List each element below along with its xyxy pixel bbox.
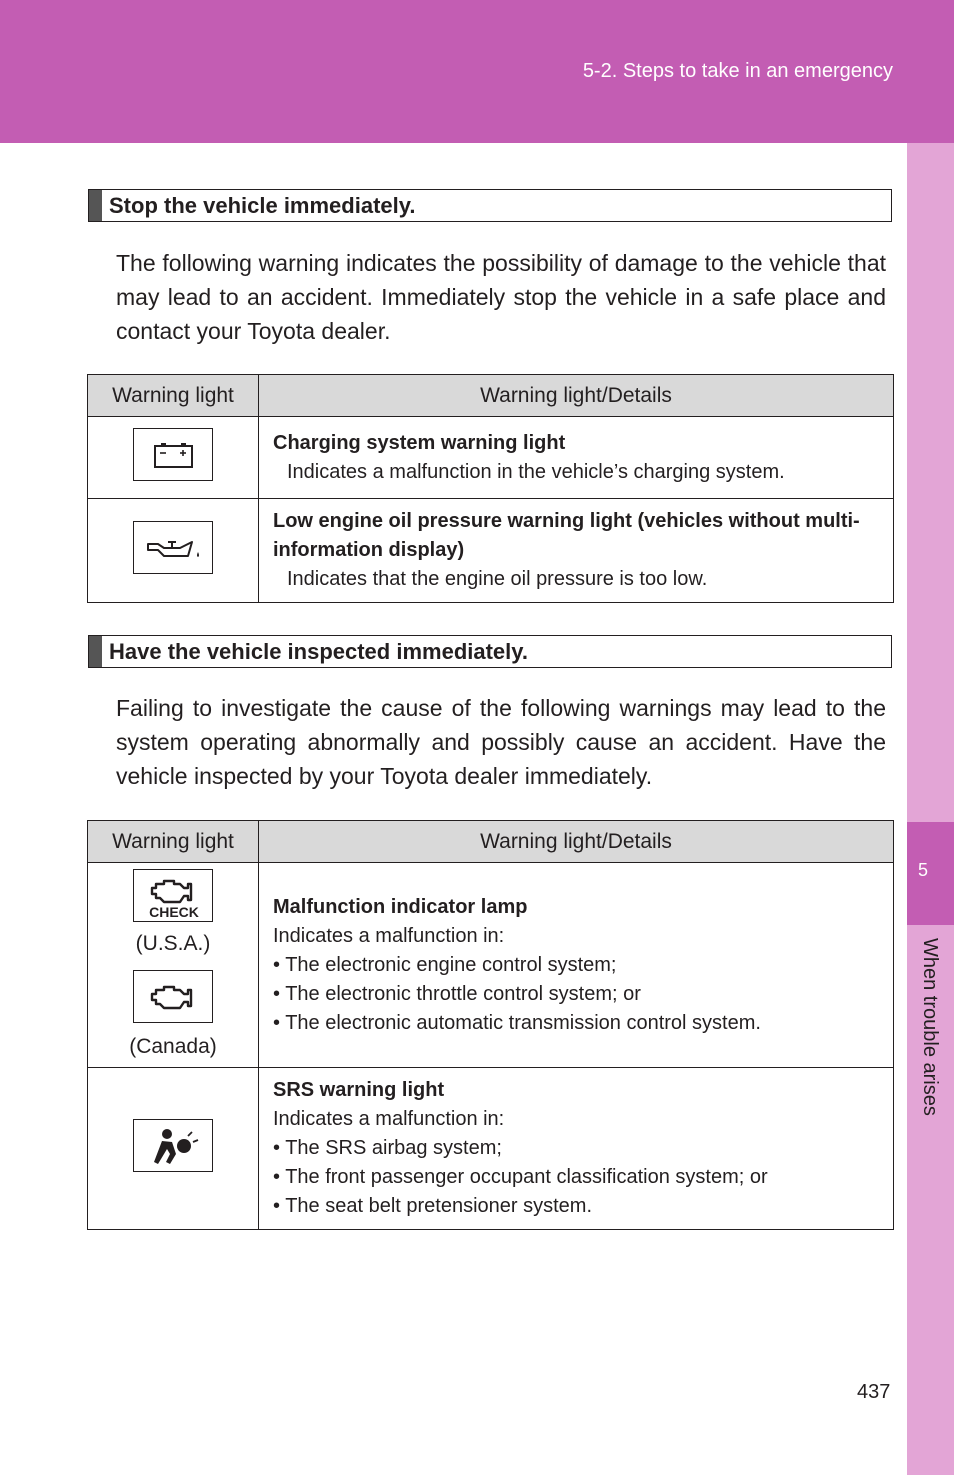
engine-icon (133, 970, 213, 1023)
warning-title: Malfunction indicator lamp (273, 895, 528, 918)
region-label: (Canada) (129, 1035, 217, 1058)
chapter-title: When trouble arises (919, 938, 941, 1116)
chapter-marker (907, 822, 954, 925)
check-label: CHECK (149, 904, 199, 920)
section-heading (88, 635, 892, 668)
region-label: (U.S.A.) (135, 932, 211, 955)
column-header: Warning light/Details (259, 375, 894, 417)
warning-bullet: • The electronic throttle control system; or (273, 982, 641, 1005)
warning-title: Charging system warning light (273, 431, 566, 454)
warning-table (87, 820, 894, 1230)
section-heading-text: Have the vehicle inspected immediately. (109, 639, 528, 664)
section-intro: The following warning indicates the possibility of damage to the vehicle that may lead to an accident. Immediately stop the vehicle in a safe place and contact your Toyota dealer. (116, 250, 886, 344)
warning-bullet: • The SRS airbag system; (273, 1137, 502, 1159)
battery-icon (133, 428, 213, 481)
column-header: Warning light (88, 821, 259, 863)
table-row (88, 417, 894, 499)
warning-description: Indicates that the engine oil pressure is too low. (287, 568, 708, 590)
warning-bullet: • The electronic automatic transmission control system. (273, 1011, 761, 1034)
warning-bullet: • The front passenger occupant classification system; or (273, 1166, 768, 1188)
section-heading (88, 189, 892, 222)
warning-table (87, 374, 894, 603)
section-heading-text: Stop the vehicle immediately. (109, 193, 416, 218)
srs-airbag-icon (133, 1119, 213, 1172)
oil-can-icon (133, 521, 213, 574)
column-header: Warning light (88, 375, 259, 417)
heading-bar (89, 190, 102, 221)
warning-description: Indicates a malfunction in the vehicle’s charging system. (287, 460, 785, 483)
section-breadcrumb: 5-2. Steps to take in an emergency (582, 60, 893, 82)
table-row (88, 499, 894, 603)
check-engine-icon (133, 869, 213, 922)
warning-title: Low engine oil pressure warning light (vehicles without multi-information display) (273, 510, 860, 561)
column-header: Warning light/Details (259, 821, 894, 863)
section-intro: Failing to investigate the cause of the following warnings may lead to the system operating abnormally and possibly cause an accident. Have the vehicle inspected by your Toyota dealer immediately. (116, 695, 886, 789)
side-tab (907, 143, 954, 1475)
table-row (88, 863, 894, 1068)
heading-bar (89, 636, 102, 667)
page-number: 437 (857, 1381, 891, 1403)
warning-bullet: • The seat belt pretensioner system. (273, 1195, 593, 1217)
warning-lead: Indicates a malfunction in: (273, 1108, 505, 1130)
table-row (88, 1068, 894, 1230)
warning-bullet: • The electronic engine control system; (273, 953, 617, 976)
warning-lead: Indicates a malfunction in: (273, 924, 505, 947)
warning-title: SRS warning light (273, 1079, 445, 1101)
chapter-number: 5 (918, 860, 929, 880)
